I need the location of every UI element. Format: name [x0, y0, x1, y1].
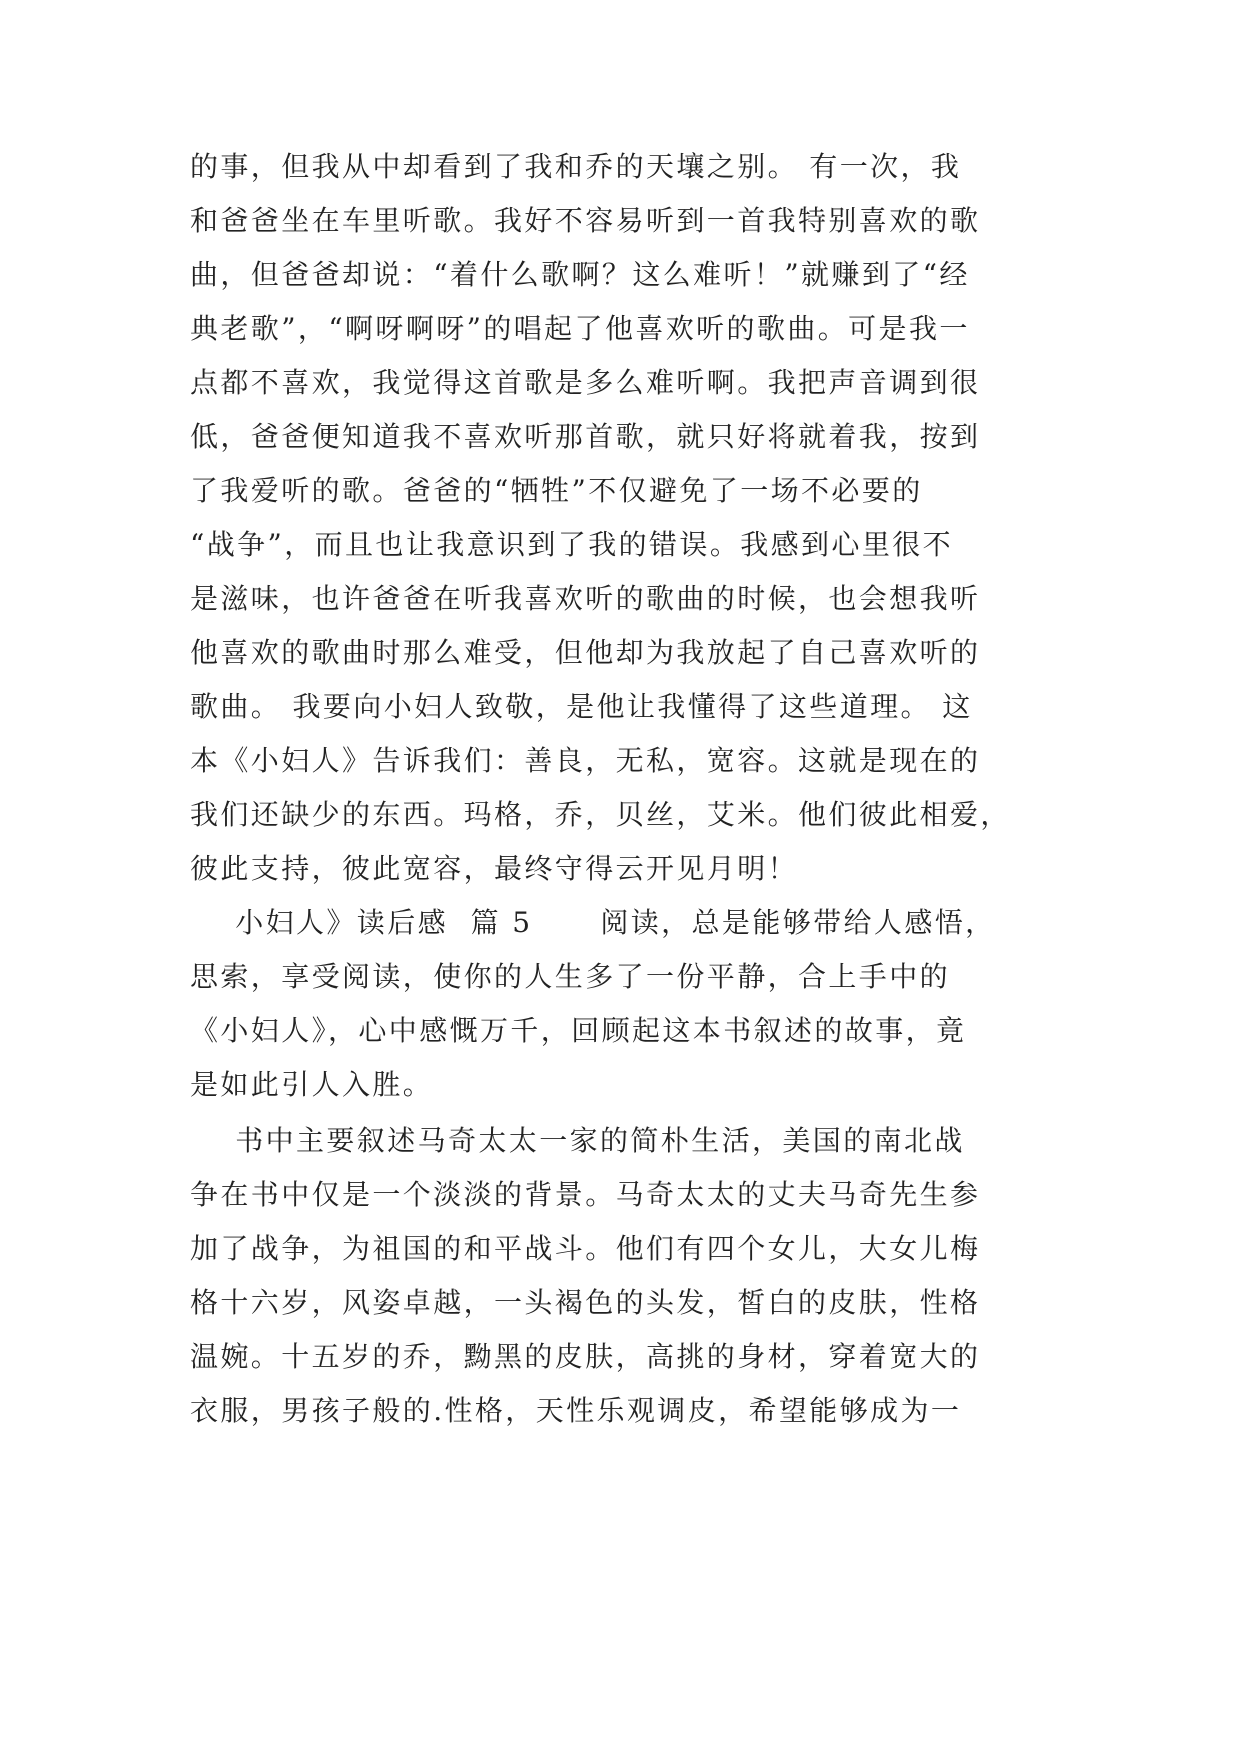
- text-line: 歌曲。 我要向小妇人致敬，是他让我懂得了这些道理。 这: [190, 690, 973, 723]
- text-line: 彼此支持，彼此宽容，最终守得云开见月明！: [190, 852, 799, 885]
- text-line: 本《小妇人》告诉我们：善良，无私，宽容。这就是现在的: [190, 744, 981, 777]
- text-line: 是滋味，也许爸爸在听我喜欢听的歌曲的时候，也会想我听: [190, 582, 981, 615]
- body-text: [190, 0, 1060, 1427]
- text-line: 的事，但我从中却看到了我和乔的天壤之别。 有一次，我: [190, 150, 962, 183]
- text-line: 《小妇人》，心中感慨万千，回顾起这本书叙述的故事，竟: [190, 1014, 967, 1047]
- text-line: 曲，但爸爸却说：“着什么歌啊？这么难听！”就赚到了“经: [190, 258, 970, 291]
- text-line: 他喜欢的歌曲时那么难受，但他却为我放起了自己喜欢听的: [190, 636, 981, 669]
- text-line: 格十六岁，风姿卓越，一头褐色的头发，皙白的皮肤，性格: [190, 1286, 981, 1319]
- text-line: 加了战争，为祖国的和平战斗。他们有四个女儿，大女儿梅: [190, 1232, 981, 1265]
- text-line: 我们还缺少的东西。玛格，乔，贝丝，艾米。他们彼此相爱，: [190, 798, 1011, 831]
- text-line: 点都不喜欢，我觉得这首歌是多么难听啊。我把声音调到很: [190, 366, 981, 399]
- text-line: “战争”，而且也让我意识到了我的错误。我感到心里很不: [190, 528, 954, 561]
- text-line: 衣服，男孩子般的.性格，天性乐观调皮，希望能够成为一: [190, 1394, 962, 1427]
- text-line: 是如此引人入胜。: [190, 1068, 434, 1101]
- text-line: 书中主要叙述马奇太太一家的简朴生活，美国的南北战: [190, 1124, 965, 1157]
- text-line: 典老歌”，“啊呀啊呀”的唱起了他喜欢听的歌曲。可是我一: [190, 312, 970, 345]
- text-line: 思索，享受阅读，使你的人生多了一份平静，合上手中的: [190, 960, 951, 993]
- text-line: 低，爸爸便知道我不喜欢听那首歌，就只好将就着我，按到: [190, 420, 981, 453]
- section-heading-line: 小妇人》读后感 篇 5 阅读，总是能够带给人感悟，: [190, 906, 996, 939]
- text-line: 温婉。十五岁的乔，黝黑的皮肤，高挑的身材，穿着宽大的: [190, 1340, 981, 1373]
- text-line: 争在书中仅是一个淡淡的背景。马奇太太的丈夫马奇先生参: [190, 1178, 981, 1211]
- text-line: 了我爱听的歌。爸爸的“牺牲”不仅避免了一场不必要的: [190, 474, 923, 507]
- text-line: 和爸爸坐在车里听歌。我好不容易听到一首我特别喜欢的歌: [190, 204, 981, 237]
